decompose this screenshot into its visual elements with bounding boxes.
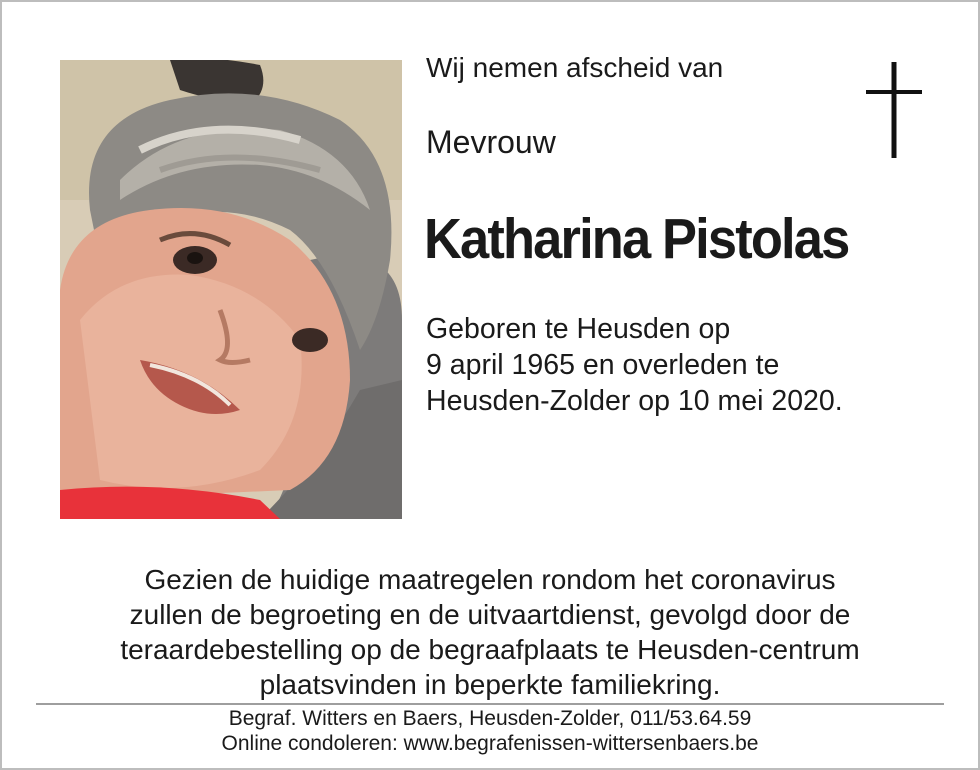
portrait-photo [60, 60, 402, 519]
birth-line: Geboren te Heusden op [426, 313, 731, 345]
notice-line: teraardebestelling op de begraafplaats te Heusden-centrum [120, 634, 860, 665]
notice-line: zullen de begroeting en de uitvaartdienst, gevolgd door de [129, 599, 851, 630]
birth-line: Heusden-Zolder op 10 mei 2020. [426, 385, 843, 417]
intro-text: Wij nemen afscheid van [426, 52, 724, 83]
notice-line: plaatsvinden in beperkte familiekring. [259, 669, 721, 700]
birth-line: 9 april 1965 en overleden te [426, 349, 780, 381]
notice-line: Gezien de huidige maatregelen rondom het coronavirus [144, 564, 836, 595]
coronavirus-notice [40, 562, 940, 702]
online-condolence-link[interactable]: Online condoleren: www.begrafenissen-wittersenbaers.be [221, 732, 759, 755]
funeral-home-footer [40, 706, 940, 756]
funeral-home-contact: Begraf. Witters en Baers, Heusden-Zolder, 011/53.64.59 [228, 707, 752, 730]
salutation: Mevrouw [426, 124, 556, 160]
cross-icon [866, 62, 922, 158]
footer-divider [36, 703, 944, 705]
deceased-name: Katharina Pistolas [424, 207, 849, 271]
birth-death-text [426, 311, 843, 419]
